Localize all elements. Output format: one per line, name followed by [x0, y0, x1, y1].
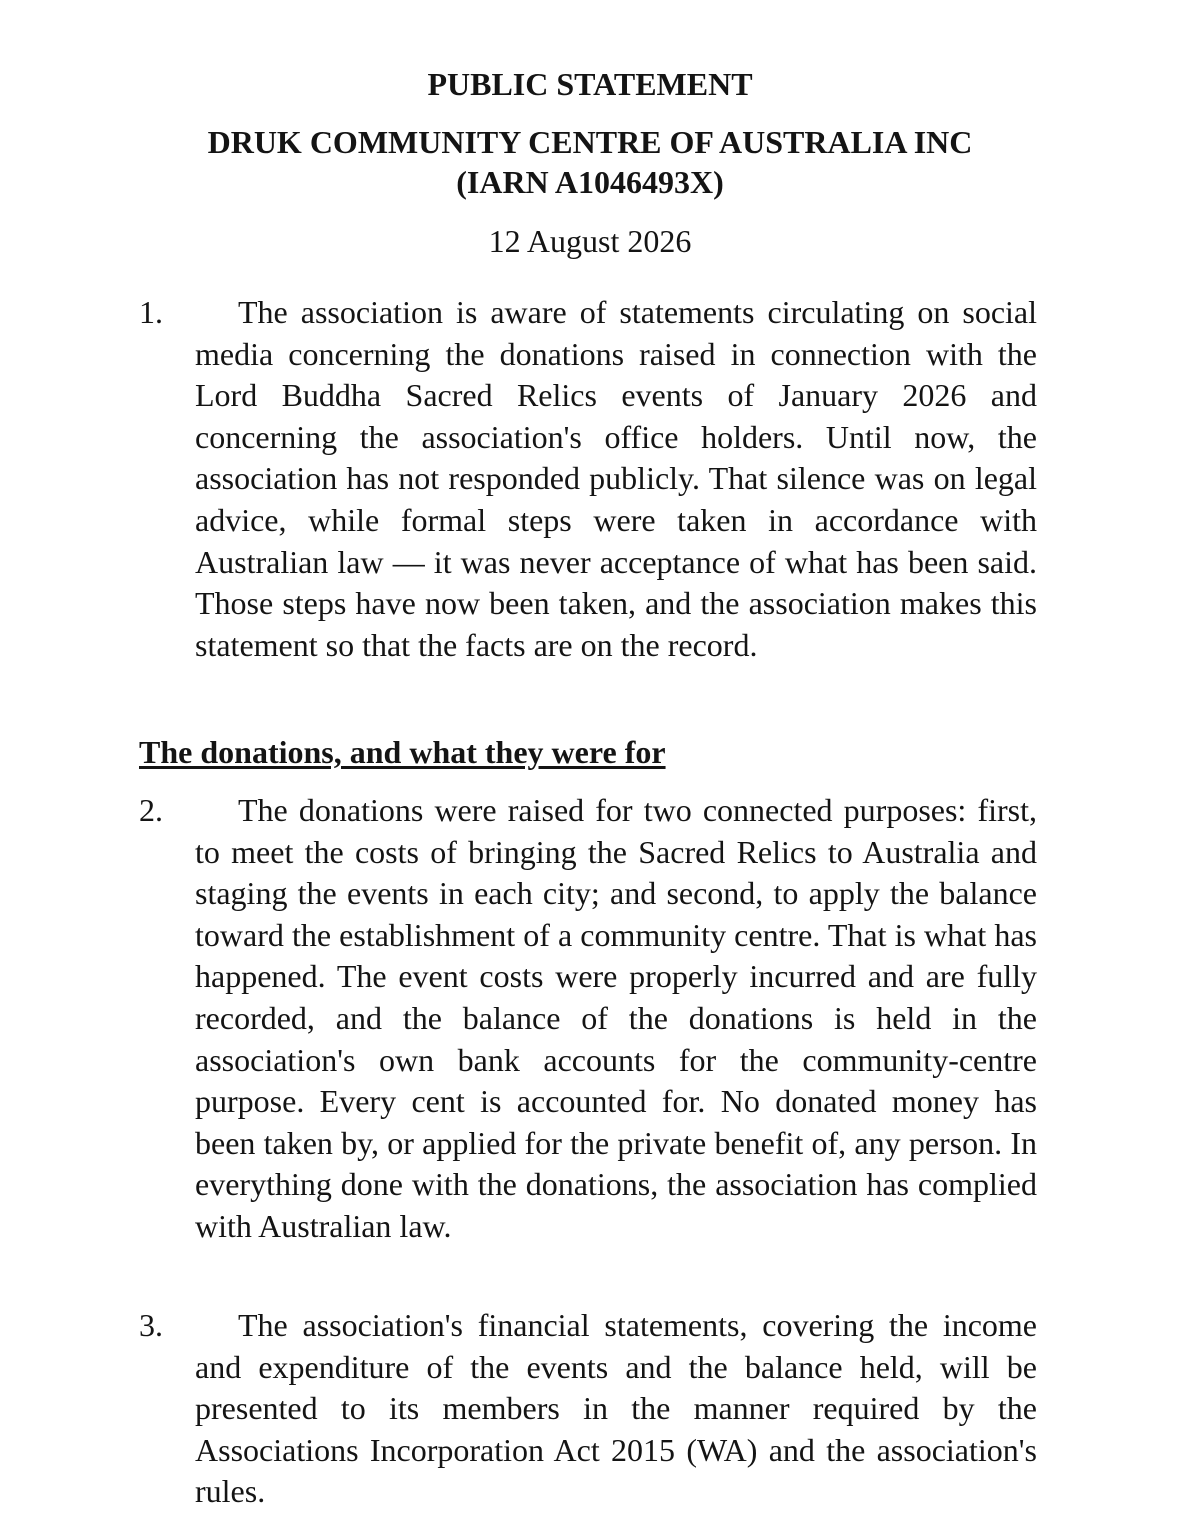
organisation-iarn: (IARN A1046493X)	[456, 164, 724, 200]
paragraph-number: 3.	[139, 1307, 163, 1343]
paragraph-text: The association's financial statements, covering the income and expenditure of the events and the balance held, will be presented to its members in the manner required by the Associations Incorporation Act 2015 (WA) and the association's rules.	[195, 1307, 1037, 1510]
organisation-name: DRUK COMMUNITY CENTRE OF AUSTRALIA INC	[207, 124, 973, 160]
statement-date: 12 August 2026	[488, 223, 692, 259]
document-title: PUBLIC STATEMENT	[427, 66, 753, 102]
paragraph-text: The donations were raised for two connected purposes: first, to meet the costs of bringing the Sacred Relics to Australia and staging the events in each city; and second, to apply the balance toward the establishment of a community centre. That is what has happened. The event costs were properly incurred and are fully recorded, and the balance of the donations is held in the association's own bank accounts for the community-centre purpose. Every cent is accounted for. No donated money has been taken by, or applied for the private benefit of, any person. In everything done with the donations, the association has complied with Australian law.	[195, 792, 1037, 1244]
section-heading: The donations, and what they were for	[139, 734, 666, 770]
paragraph-number: 2.	[139, 792, 163, 828]
paragraph-text: The association is aware of statements circulating on social media concerning the donations raised in connection with the Lord Buddha Sacred Relics events of January 2026 and concerning the association's office holders. Until now, the association has not responded publicly. That silence was on legal advice, while formal steps were taken in accordance with Australian law — it was never acceptance of what has been said. Those steps have now been taken, and the association makes this statement so that the facts are on the record.	[195, 294, 1037, 663]
paragraph-number: 1.	[139, 294, 163, 330]
